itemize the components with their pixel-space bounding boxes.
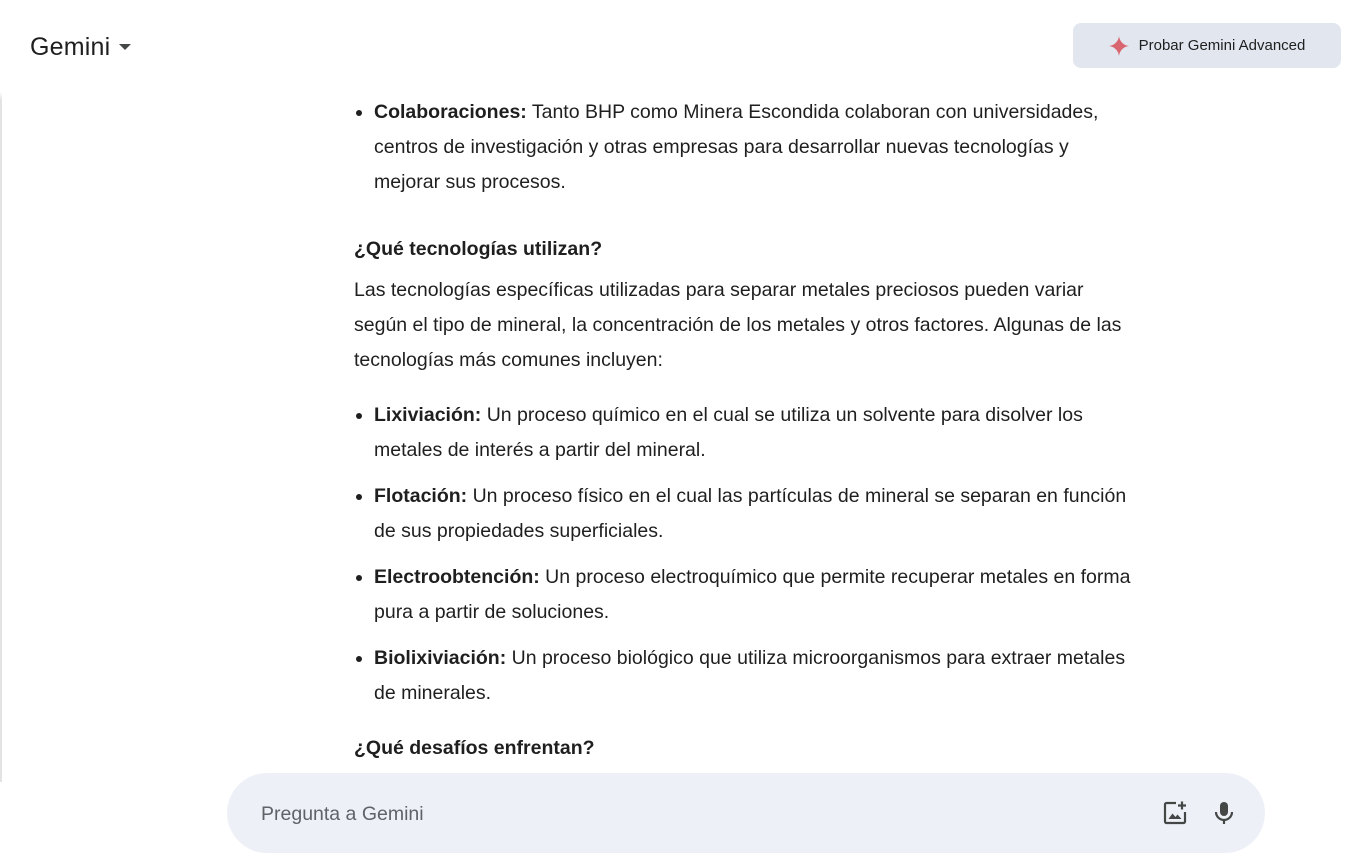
try-advanced-button[interactable]: [1073, 23, 1341, 68]
try-advanced-label: Probar Gemini Advanced: [1138, 37, 1306, 54]
list-item-term: Flotación:: [374, 485, 468, 507]
prompt-input[interactable]: [259, 793, 1123, 835]
partial-section-heading: ¿Qué desafíos enfrentan?: [354, 737, 595, 759]
section-heading: ¿Qué tecnologías utilizan?: [354, 238, 603, 260]
top-bar: [0, 0, 1350, 92]
model-switcher[interactable]: [20, 28, 142, 66]
list-item: [374, 95, 1134, 200]
list-item: [374, 479, 1134, 549]
list-item-text: Tanto BHP como Minera Escondida colaboran con universidades, centros de investigación y otras empresas para desarrollar nuevas tecnologías y mejorar sus procesos.: [374, 101, 1099, 193]
list-item: [374, 560, 1134, 630]
list-item-text: Un proceso biológico que utiliza microorganismos para extraer metales de minerales.: [374, 647, 1126, 704]
mic-icon: [1212, 800, 1236, 826]
technologies-list: [354, 398, 1134, 711]
list-item-term: Colaboraciones:: [374, 101, 527, 123]
list-item: [374, 398, 1134, 468]
add-image-icon: [1162, 800, 1188, 826]
list-item-term: Biolixiviación:: [374, 647, 507, 669]
list-item-term: Lixiviación:: [374, 404, 482, 426]
list-item-text: Un proceso físico en el cual las partículas de mineral se separan en función de sus propiedades superficiales.: [374, 485, 1127, 542]
caret-down-icon: [118, 43, 132, 51]
prompt-bar: [227, 773, 1265, 853]
list-item: [374, 641, 1134, 711]
response-content: [354, 60, 1134, 772]
list-item-text: Un proceso electroquímico que permite recuperar metales en forma pura a partir de soluciones.: [374, 566, 1131, 623]
microphone-button[interactable]: [1204, 793, 1244, 833]
sparkle-icon: [1109, 36, 1129, 56]
app-title: Gemini: [30, 32, 111, 61]
list-item-term: Electroobtención:: [374, 566, 540, 588]
intro-bullet-list: [354, 95, 1134, 200]
section-paragraph: Las tecnologías específicas utilizadas para separar metales preciosos pueden variar según el tipo de mineral, la concentración de los metales y otros factores. Algunas de las tecnologías más comunes incluyen:: [354, 279, 1122, 371]
top-fade: [0, 92, 1350, 100]
list-item-text: Un proceso químico en el cual se utiliza un solvente para disolver los metales de interés a partir del mineral.: [374, 404, 1083, 461]
add-image-button[interactable]: [1155, 793, 1195, 833]
